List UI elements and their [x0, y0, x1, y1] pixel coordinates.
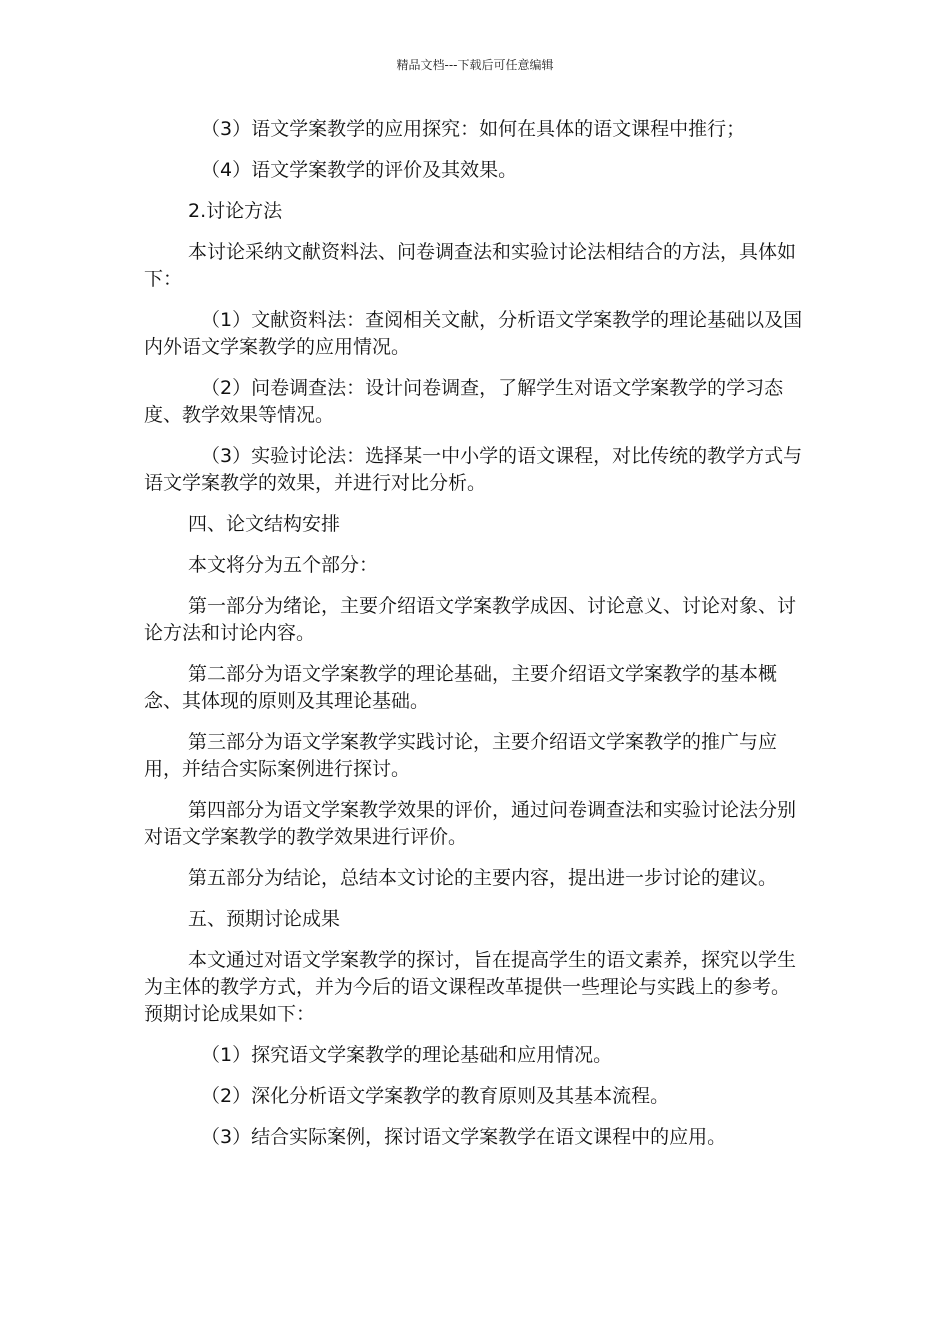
page-header: 精品文档---下载后可任意编辑	[396, 58, 554, 72]
section-heading-expected-results: 五、预期讨论成果	[188, 908, 341, 930]
paragraph-part-five: 第五部分为结论，总结本文讨论的主要内容，提出进一步讨论的建议。	[188, 867, 778, 889]
paragraph-methods-intro: 本讨论采纳文献资料法、问卷调查法和实验讨论法相结合的方法，具体如下：	[144, 241, 797, 290]
list-item-research-content-3: （3）语文学案教学的应用探究：如何在具体的语文课程中推行；	[201, 118, 746, 140]
list-item-expected-2: （2）深化分析语文学案教学的教育原则及其基本流程。	[201, 1085, 670, 1107]
section-heading-structure: 四、论文结构安排	[188, 513, 341, 535]
paragraph-expected-intro: 本文通过对语文学案教学的探讨，旨在提高学生的语文素养，探究以学生为主体的教学方式，并为今后的语文课程改革提供一些理论与实践上的参考。预期讨论成果如下：	[144, 949, 797, 1025]
document-body	[144, 116, 808, 1165]
paragraph-part-two: 第二部分为语文学案教学的理论基础，主要介绍语文学案教学的基本概念、其体现的原则及其理论基础。	[144, 663, 778, 712]
list-item-research-content-4: （4）语文学案教学的评价及其效果。	[201, 159, 518, 181]
list-item-method-survey: （2）问卷调查法：设计问卷调查，了解学生对语文学案教学的学习态度、教学效果等情况。	[144, 377, 784, 426]
paragraph-part-one: 第一部分为绪论，主要介绍语文学案教学成因、讨论意义、讨论对象、讨论方法和讨论内容。	[144, 595, 797, 644]
list-item-expected-1: （1）探究语文学案教学的理论基础和应用情况。	[201, 1044, 613, 1066]
section-heading-methods: 2.讨论方法	[188, 200, 283, 222]
list-item-method-literature: （1）文献资料法：查阅相关文献，分析语文学案教学的理论基础以及国内外语文学案教学的应用情况。	[144, 309, 803, 358]
paragraph-part-three: 第三部分为语文学案教学实践讨论，主要介绍语文学案教学的推广与应用，并结合实际案例进行探讨。	[144, 731, 778, 780]
list-item-expected-3: （3）结合实际案例，探讨语文学案教学在语文课程中的应用。	[201, 1126, 727, 1148]
list-item-method-experiment: （3）实验讨论法：选择某一中小学的语文课程，对比传统的教学方式与语文学案教学的效果，并进行对比分析。	[144, 445, 803, 494]
paragraph-part-four: 第四部分为语文学案教学效果的评价，通过问卷调查法和实验讨论法分别对语文学案教学的教学效果进行评价。	[144, 799, 797, 848]
paragraph-structure-intro: 本文将分为五个部分：	[188, 554, 379, 576]
